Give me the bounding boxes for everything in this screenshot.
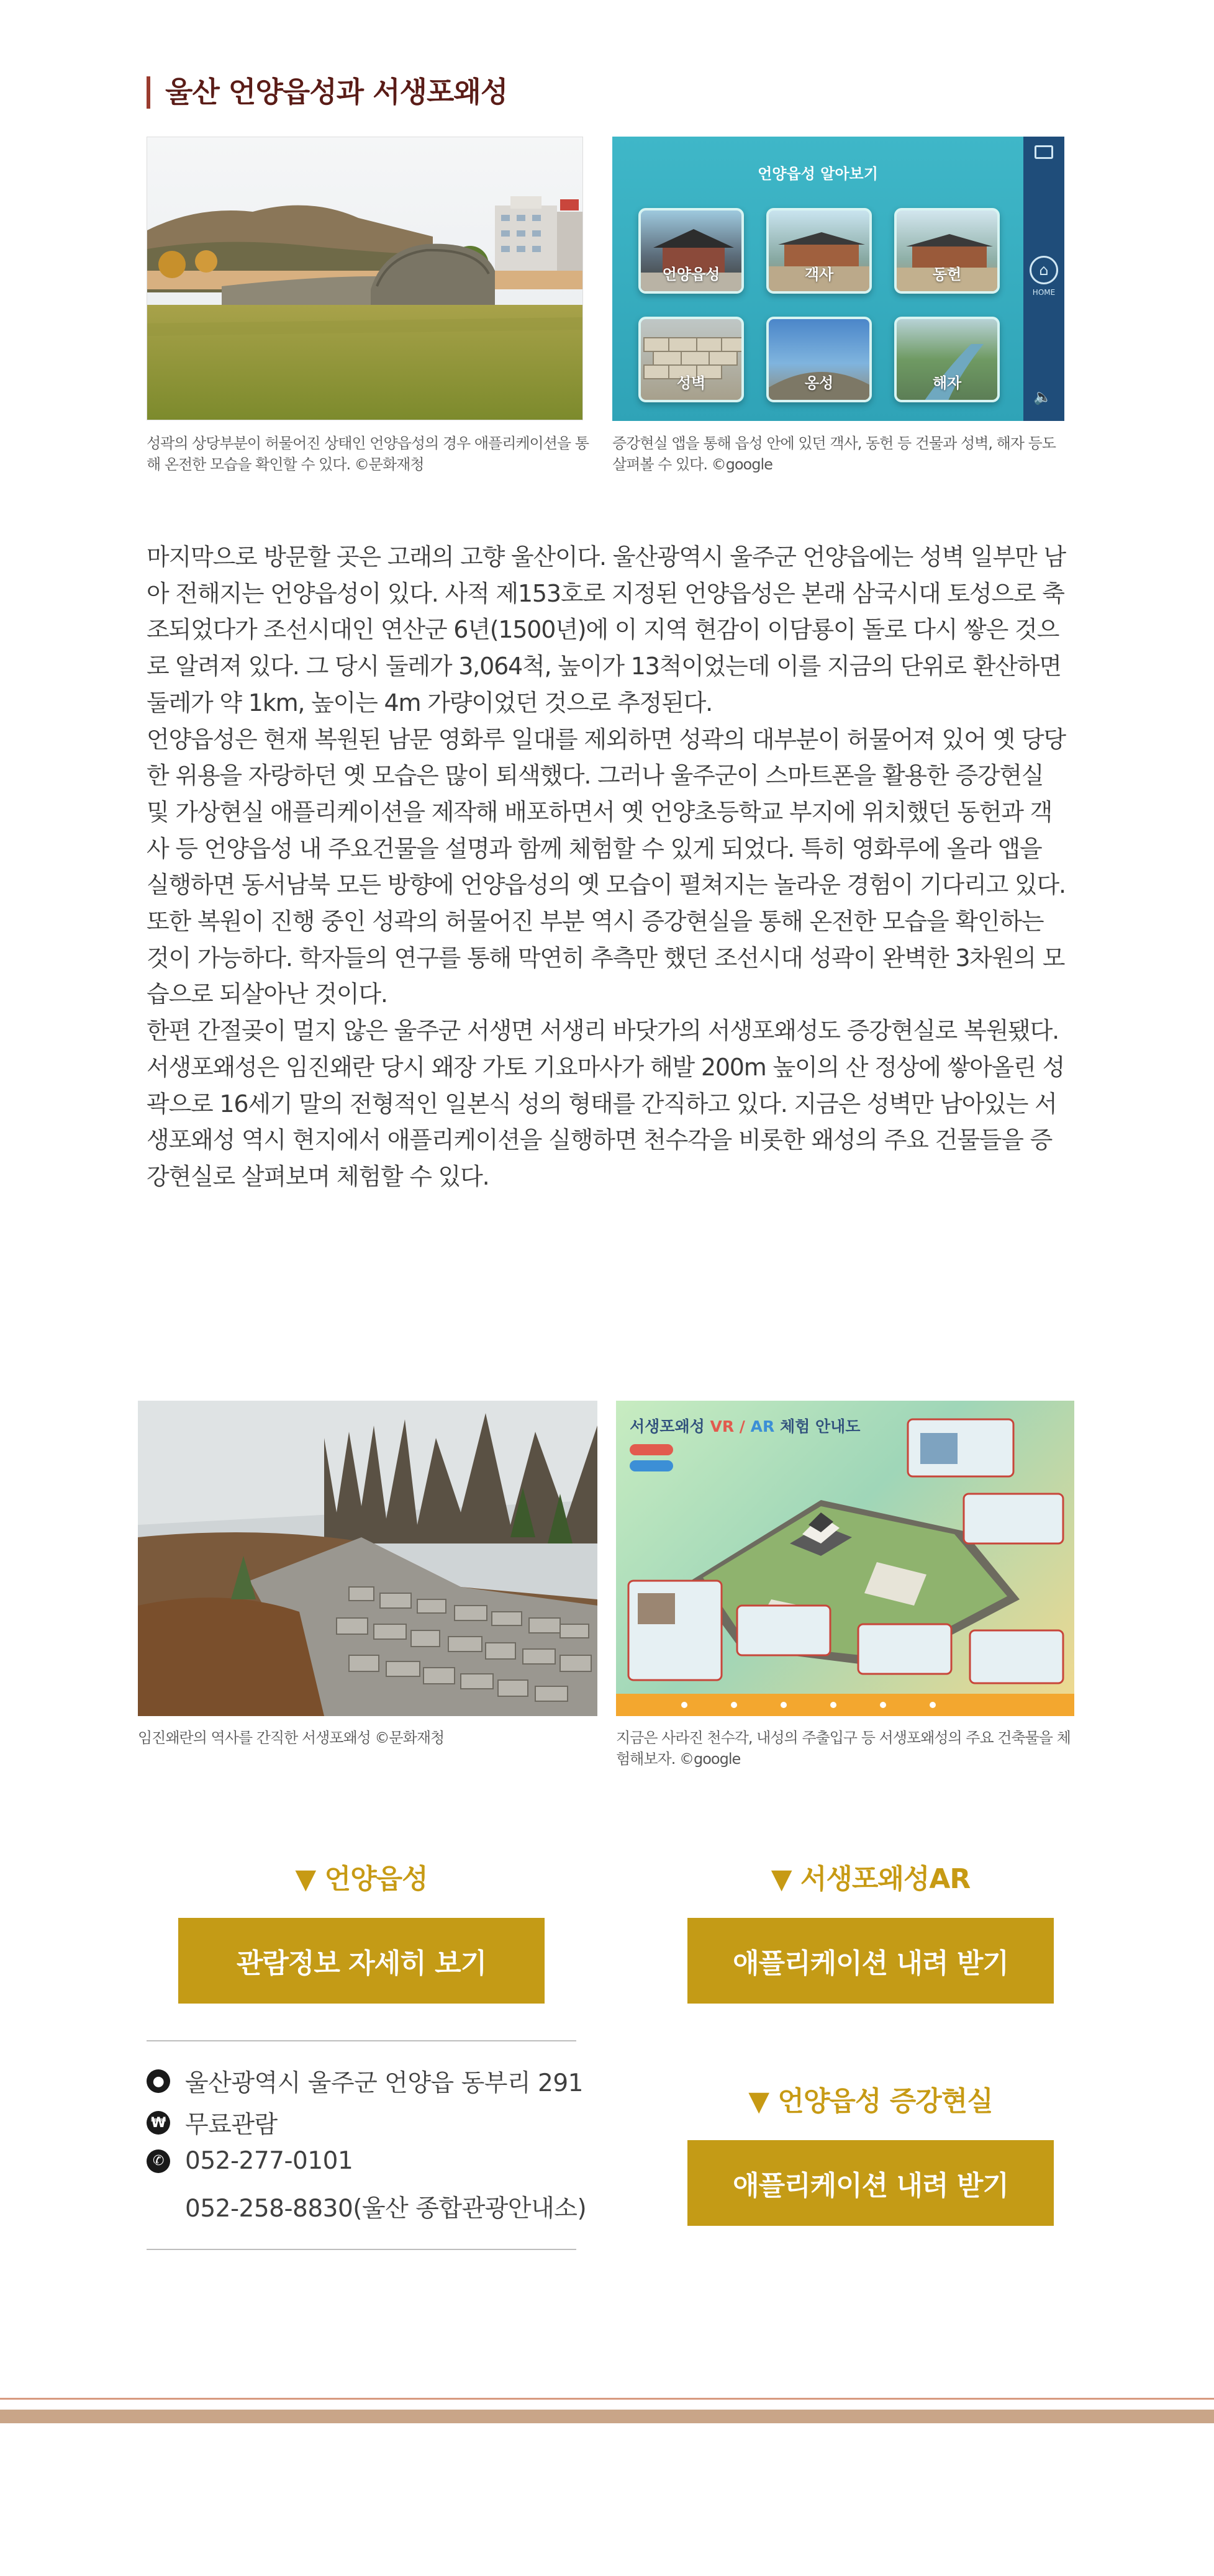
- paragraph: 한편 간절곶이 멀지 않은 울주군 서생면 서생리 바닷가의 서생포왜성도 증강현실로 복원됐다. 서생포왜성은 임진왜란 당시 왜장 가토 기요마사가 해발 200m 높이의 산 정상에 쌓아올린 성곽으로 16세기 말의 전형적인 일본식 성의 형태를 간직하고 있다. 지금은 성벽만 남아있는 서생포왜성 역시 현지에서 애플리케이션을 실행하면 천수각을 비롯한 왜성의 주요 건물들을 증강현실로 살펴보며 체험할 수 있다.: [147, 1017, 1065, 1190]
- seosaengpo-wall-photo: [138, 1401, 597, 1716]
- ar-app-title: 언양읍성 알아보기: [758, 165, 878, 183]
- guide-title-vr: VR: [710, 1417, 735, 1435]
- guide-title-ar: AR: [750, 1417, 775, 1435]
- ar-tile-haeja[interactable]: [894, 317, 1000, 402]
- vr-ar-guide-map: [616, 1401, 1074, 1716]
- home-icon[interactable]: ⌂: [1030, 256, 1058, 284]
- tile-label: 성벽: [676, 374, 706, 392]
- seosaengpo-app-download-button[interactable]: 애플리케이션 내려 받기: [687, 1918, 1054, 2004]
- ar-app-caption: 증강현실 앱을 통해 읍성 안에 있던 객사, 동헌 등 건물과 성벽, 해자 등도 살펴볼 수 있다. ©google: [612, 435, 1056, 473]
- info-phone-2: [185, 2189, 586, 2224]
- seosaengpo-ar-heading: ▼ 서생포왜성AR: [771, 1863, 971, 1895]
- eonyang-fortress-photo: [147, 137, 583, 420]
- tile-label: 해자: [932, 374, 962, 392]
- phone1-text: 052-277-0101: [185, 2147, 353, 2175]
- phone2-text: 052-258-8830(울산 종합관광안내소): [185, 2195, 587, 2223]
- footer-thick-line: [0, 2410, 1214, 2423]
- ar-app-screenshot: [612, 137, 1064, 421]
- divider: [147, 2249, 576, 2250]
- info-phone: [147, 2147, 353, 2175]
- article-body: [147, 539, 1066, 1195]
- tile-label: 객사: [804, 266, 834, 283]
- eonyang-ar-heading: ▼ 언양읍성 증강현실: [748, 2086, 993, 2117]
- book-icon[interactable]: [1035, 145, 1053, 159]
- address-text: 울산광역시 울주군 언양읍 동부리 291: [185, 2069, 583, 2097]
- guide-title-b: 체험 안내도: [774, 1417, 861, 1435]
- info-address: [147, 2064, 583, 2099]
- home-label: HOME: [1032, 288, 1056, 297]
- divider: [147, 2040, 576, 2041]
- phone-icon: ✆: [147, 2149, 170, 2173]
- ar-tile-seongbyeok[interactable]: [638, 317, 744, 402]
- guide-title-sep: /: [734, 1417, 751, 1435]
- paragraph: 언양읍성은 현재 복원된 남문 영화루 일대를 제외하면 성곽의 대부분이 허물어져 있어 옛 당당한 위용을 자랑하던 옛 모습은 많이 퇴색했다. 그러나 울주군이 스마트폰을 활용한 증강현실 및 가상현실 애플리케이션을 제작해 배포하면서 옛 언양초등학교 부지에 위치했던 동헌과 객사 등 언양읍성 내 주요건물을 설명과 함께 체험할 수 있게 되었다. 특히 영화루에 올라 앱을 실행하면 동서남북 모든 방향에 언양읍성의 옛 모습이 펼쳐지는 놀라운 경험이 기다리고 있다. 또한 복원이 진행 중인 성곽의 허물어진 부분 역시 증강현실을 통해 온전한 모습을 확인하는 것이 가능하다. 학자들의 연구를 통해 막연히 추측만 했던 조선시대 성곽이 완벽한 3차원의 모습으로 되살아난 것이다.: [147, 725, 1066, 1008]
- section-title: 울산 언양읍성과 서생포왜성: [165, 75, 508, 109]
- seosaengpo-photo-caption: 임진왜란의 역사를 간직한 서생포왜성 ©문화재청: [138, 1729, 445, 1747]
- location-pin-icon: ●: [147, 2069, 170, 2093]
- eonyang-heading: ▼ 언양읍성: [295, 1863, 428, 1895]
- won-icon: ₩: [147, 2111, 170, 2135]
- footer-thin-line: [0, 2398, 1214, 2400]
- eonyang-app-download-button[interactable]: 애플리케이션 내려 받기: [687, 2140, 1054, 2226]
- fee-text: 무료관람: [185, 2111, 278, 2139]
- ar-tile-gaeksa[interactable]: [766, 208, 872, 294]
- guide-map-caption: 지금은 사라진 천수각, 내성의 주출입구 등 서생포왜성의 주요 건축물을 체험해보자. ©google: [616, 1729, 1071, 1768]
- paragraph: 마지막으로 방문할 곳은 고래의 고향 울산이다. 울산광역시 울주군 언양읍에는 성벽 일부만 남아 전해지는 언양읍성이 있다. 사적 제153호로 지정된 언양읍성은 본래 삼국시대 토성으로 축조되었다가 조선시대인 연산군 6년(1500년)에 이 지역 현감이 이담룡이 돌로 다시 쌓은 것으로 알려져 있다. 그 당시 둘레가 3,064척, 높이가 13척이었는데 이를 지금의 단위로 환산하면 둘레가 약 1km, 높이는 4m 가량이었던 것으로 추정된다.: [147, 543, 1066, 716]
- ar-tile-eonyangeupseong[interactable]: [638, 208, 744, 294]
- tour-info-button[interactable]: 관람정보 자세히 보기: [178, 1918, 545, 2004]
- info-fee: [147, 2105, 278, 2140]
- section-title-bar: [147, 76, 150, 109]
- tile-label: 언양읍성: [662, 266, 720, 283]
- ar-tile-ongseong[interactable]: [766, 317, 872, 402]
- sound-icon[interactable]: 🔈: [1033, 388, 1052, 405]
- tile-label: 옹성: [804, 374, 834, 392]
- guide-title-a: 서생포왜성: [630, 1417, 710, 1435]
- ar-tile-dongheon[interactable]: [894, 208, 1000, 294]
- eonyang-photo-caption: 성곽의 상당부분이 허물어진 상태인 언양읍성의 경우 애플리케이션을 통해 온전한 모습을 확인할 수 있다. ©문화재청: [147, 435, 589, 473]
- tile-label: 동헌: [932, 266, 962, 283]
